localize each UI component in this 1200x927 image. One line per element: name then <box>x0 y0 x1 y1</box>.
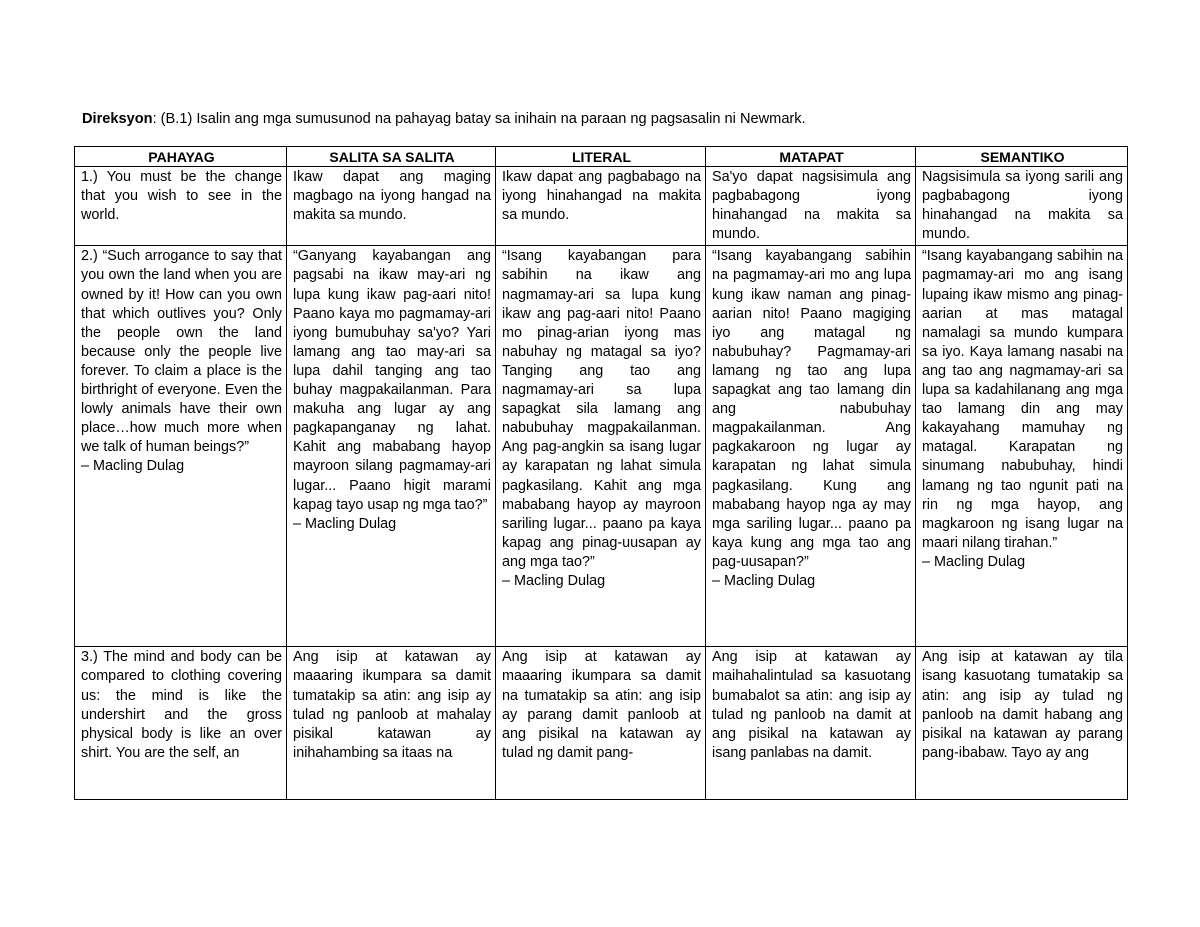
cell-text: 2.) “Such arrogance to say that you own the land when you are owned by it! How can you own that which outlives you? Only the people own the land because only the people live forever. To claim a place is the birthright of everyone. Even the lowly animals have their own place…how much more when we talk of human beings?” <box>81 248 282 456</box>
cell-author: – Macling Dulag <box>712 572 816 589</box>
table-cell-semantiko <box>916 647 1128 800</box>
cell-text: “Ganyang kayabangan ang pagsabi na ikaw may-ari ng lupa kung ikaw pag-aari nito! Paano kaya mo pagmamay-ari iyong bumubuhay sa'yo? Yari lamang ang tao may-ari sa lupa dahil tanging ang tao buhay magpakailanman. Para makuha ang lugar ay ang pagkapanganay ng lahat. Kahit ang mababang hayop mayroon silang pagmamay-ari lugar... Paano higit marami kapag tayo usap ng mga tao?” <box>293 248 491 513</box>
table-cell-matapat <box>706 167 916 246</box>
direction-line <box>82 110 806 128</box>
table-cell-pahayag <box>75 246 287 647</box>
cell-text: Ang isip at katawan ay tila isang kasuotang tumatakip sa atin: ang isip ay tulad ng panloob na damit habang ang pisikal na katawan ay parang pang-ibabaw. Tayo ay ang <box>922 649 1123 761</box>
cell-text: Nagsisimula sa iyong sarili ang pagbabagong iyong hinahangad na makita sa mundo. <box>922 169 1123 243</box>
cell-text: 1.) You must be the change that you wish to see in the world. <box>81 169 282 224</box>
header-salita-sa-salita: SALITA SA SALITA <box>287 147 496 167</box>
table-cell-semantiko <box>916 167 1128 246</box>
translation-table-container <box>74 146 1128 802</box>
cell-text: Ang isip at katawan ay maaaring ikumpara sa damit tumatakip sa atin: ang isip ay tulad ng panloob at mahalay pisikal katawan ay inihahambing sa itaas na <box>293 649 491 761</box>
table-row <box>75 167 1128 246</box>
cell-text: Ang isip at katawan ay maaaring ikumpara sa damit na tumatakip sa atin: ang isip ay parang damit panloob at ang pisikal na katawan ay tulad ng damit pang- <box>502 649 701 761</box>
cell-author: – Macling Dulag <box>293 515 397 532</box>
table-row <box>75 246 1128 647</box>
cell-author: – Macling Dulag <box>81 458 185 475</box>
cell-text: Ang isip at katawan ay maihahalintulad sa kasuotang bumabalot sa atin: ang isip ay tulad ng panloob na damit at ang pisikal na katawan ay isang panlabas na damit. <box>712 649 911 761</box>
header-literal: LITERAL <box>496 147 706 167</box>
table-cell-salita <box>287 647 496 800</box>
cell-text: “Isang kayabangan para sabihin na ikaw ang nagmamay-ari sa lupa kung ikaw ang pag-aari nito! Paano mo pinag-arian iyong mas nabuhay ng matagal sa iyo? Tanging ang tao ang nagmamay-ari sa lupa sapagkat sila lamang ang nabubuhay magpakailanman. Ang pag-angkin sa isang lugar ay karapatan ng lahat simula pagkasilang. Kahit ang mga mababang hayop ay mayroon sariling lugar... paano pa kaya kapag ang pinag-uusapan ay ang mga tao?” <box>502 248 701 570</box>
table-cell-matapat <box>706 647 916 800</box>
table-cell-semantiko <box>916 246 1128 647</box>
cell-text: Ikaw dapat ang pagbabago na iyong hinahangad na makita sa mundo. <box>502 169 701 224</box>
translation-table <box>74 146 1128 800</box>
table-cell-literal <box>496 246 706 647</box>
cell-author: – Macling Dulag <box>922 553 1026 570</box>
table-cell-literal <box>496 167 706 246</box>
header-pahayag: PAHAYAG <box>75 147 287 167</box>
direction-text: : (B.1) Isalin ang mga sumusunod na pahayag batay sa inihain na paraan ng pagsasalin ni Newmark. <box>152 111 806 127</box>
cell-text: Ikaw dapat ang maging magbago na iyong hangad na makita sa mundo. <box>293 169 491 224</box>
table-cell-pahayag <box>75 167 287 246</box>
table-row <box>75 647 1128 800</box>
table-cell-pahayag <box>75 647 287 800</box>
header-semantiko: SEMANTIKO <box>916 147 1128 167</box>
direction-label: Direksyon <box>82 111 153 127</box>
cell-author: – Macling Dulag <box>502 572 606 589</box>
table-cell-matapat <box>706 246 916 647</box>
table-cell-literal <box>496 647 706 800</box>
table-cell-salita <box>287 167 496 246</box>
cell-text: Sa'yo dapat nagsisimula ang pagbabagong iyong hinahangad na makita sa mundo. <box>712 169 911 243</box>
table-cell-salita <box>287 246 496 647</box>
header-matapat: MATAPAT <box>706 147 916 167</box>
cell-text: 3.) The mind and body can be compared to clothing covering us: the mind is like the undershirt and the gross physical body is like an over shirt. You are the self, an <box>81 649 282 761</box>
table-header-row <box>75 147 1128 167</box>
cell-text: “Isang kayabangang sabihin na pagmamay-ari mo ang isang lupaing ikaw mismo ang pinag-aarian at mas matagal namalagi sa mundo kumpara sa iyo. Kaya lamang nasabi na ang tao ang nagmamay-ari sa lupa sa kadahilanang ang mga tao lamang din ang may kakayahang mamuhay ng matagal. Karapatan ng sinumang nabubuhay, hindi lamang ng tao ngunit pati na rin ng mga hayop, ang magkaroon ng isang lugar na maari nilang tirahan.” <box>922 248 1123 551</box>
cell-text: “Isang kayabangang sabihin na pagmamay-ari mo ang lupa kung ikaw naman ang pinag-aarian nito! Paano magiging iyo ang matagal ng nabubuhay? Pagmamay-ari lamang ng tao ang lupa sapagkat ang tao lamang din ang nabubuhay magpakailanman. Ang pagkakaroon ng lugar ay karapatan ng lahat simula pagkasilang. Kung ang mababang hayop nga ay may mga sariling lugar... paano pa kaya kung ang mga tao ang pag-uusapan?” <box>712 248 911 570</box>
